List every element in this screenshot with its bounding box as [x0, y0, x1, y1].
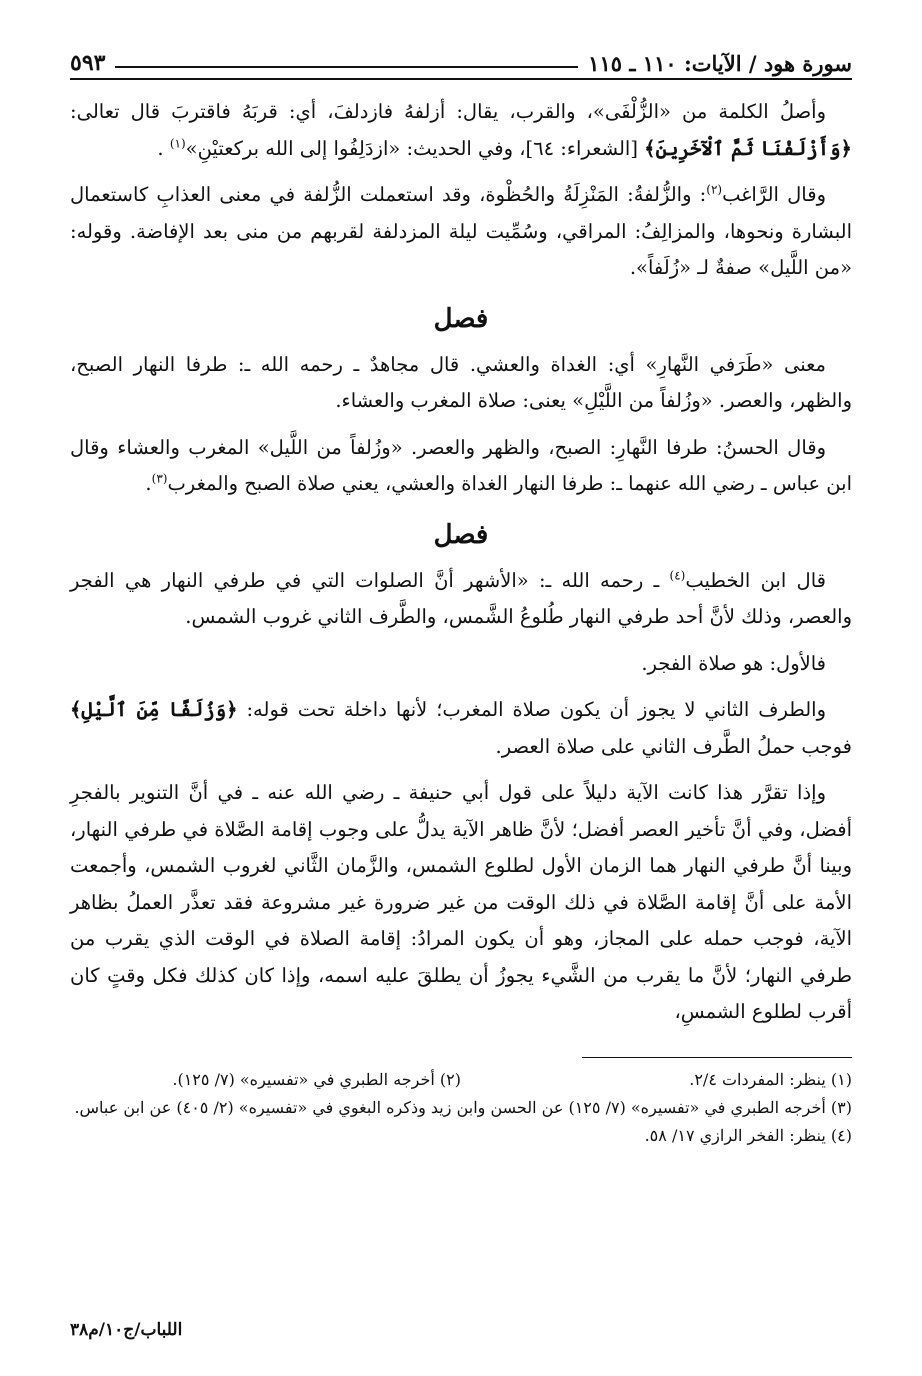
text-span: والطرف الثاني لا يجوز أن يكون صلاة المغرب؛ لأنها داخلة تحت قوله:: [237, 698, 826, 721]
footnote: (٢) أخرجه الطبري في «تفسيره» (٧/ ١٢٥).: [172, 1069, 461, 1089]
paragraph: [70, 430, 852, 503]
text-span: : والزُّلفةُ: المَنْزِلَةُ والحُظْوة، وقد استعملت الزُّلفة في معنى العذابِ كاستعمال البشارة ونحوها، والمزالِفُ: المراقي، وسُمِّيت ليلة المزدلفة لقربهم من منى بعد الإفاضة. وقوله: «من اللَّيل» صفةٌ لـ «زُلَفاً».: [70, 183, 852, 279]
footnote: (١) ينظر: المفردات ٢/٤.: [689, 1069, 852, 1089]
footnote-row: [70, 1066, 852, 1094]
paragraph: [70, 692, 852, 765]
footnote-ref: (٢): [706, 182, 723, 197]
text-span: [الشعراء: ٦٤]، وفي الحديث: «ازدَلِفُوا إلى الله بركعتيْنِ»: [185, 136, 645, 160]
text-span: فوجب حملُ الطَّرف الثاني على صلاة العصر.: [495, 734, 852, 758]
running-header: [70, 40, 852, 80]
header-rule: [115, 66, 578, 68]
paragraph: [70, 563, 852, 636]
footnotes: [70, 1066, 852, 1150]
paragraph: [70, 94, 852, 167]
paragraph: معنى «طَرَفي النَّهارِ» أي: الغداة والعشي. قال مجاهدٌ ـ رحمه الله ـ: طرفا النهار الصبح، والظهر، والعصر. «وزُلفاً من اللَّيْلِ» يعنى: صلاة المغرب والعشاء.: [70, 352, 852, 412]
section-heading: فصل: [433, 303, 489, 334]
footnote-ref: (٣): [151, 471, 168, 486]
surah-title: سورة هود / الآيات: ١١٠ ـ ١١٥: [588, 51, 852, 76]
page-signature: اللباب/ج١٠/م٣٨: [70, 1320, 183, 1340]
footnote-ref: (١): [169, 136, 186, 150]
page: [70, 40, 852, 1150]
paragraph: وإذا تقرَّر هذا كانت الآية دليلاً على قول أبي حنيفة ـ رضي الله عنه ـ في أنَّ التنوير بالفجرِ أفضل، وفي أنَّ تأخير العصر أفضل؛ لأنَّ ظاهر الآية يدلُّ على وجوب إقامة الصَّلاة في طرفي النهار، وبينا أنَّ طرفي النهار هما الزمان الأول لطلوع الشمس، والزَّمان الثَّاني لغروب الشمس، وأجمعت الأمة على أنَّ إقامة الصَّلاة في ذلك الوقت من غير ضرورة غير مشروعة فقد تعذَّر العملُ بظاهر الآية، فوجب حمله على المجاز، وهو أن يكون المرادُ: إقامة الصلاة في الوقت الذي يقرب من طرفي النهار؛ لأنَّ ما يقرب من الشَّيء يجوزُ أن يطلقَ عليه اسمه، وإذا كان كذلك فكل وقتٍ كان أقرب لطلوع الشمسِ،: [70, 781, 852, 1023]
footnote-separator: [582, 1057, 852, 1058]
text-span: ـ رحمه الله ـ: «الأشهر أنَّ الصلوات التي في طرفي النهار هي الفجر والعصر، وذلك لأنَّ أحد طرفي النهار طُلوعُ الشَّمس، والطَّرف الثاني غروب الشمس.: [70, 568, 852, 628]
quran-verse: ﴿وَزُلَفًا مِّنَ ٱلَّيْلِ﴾: [70, 698, 238, 721]
text-span: وقال الرَّاغب: [722, 183, 826, 206]
paragraph: فالأول: هو صلاة الفجر.: [641, 651, 826, 675]
text-span: .: [145, 472, 152, 495]
footnote: (٣) أخرجه الطبري في «تفسيره» (٧/ ١٢٥) عن الحسن وابن زيد وذكره البغوي في «تفسيره» (٢/ ٤٠٥) عن ابن عباس.: [74, 1097, 852, 1117]
footnote: (٤) ينظر: الفخر الرازي ١٧/ ٥٨.: [644, 1125, 852, 1145]
section-heading: فصل: [433, 519, 489, 550]
page-number: ٥٩٣: [70, 50, 106, 76]
quran-verse: ﴿وَأَزْلَفْنَا ثَمَّ ٱلْآخَرِينَ﴾: [644, 136, 852, 160]
text-span: وقال الحسنُ: طرفا النَّهارِ: الصبح، والظهر والعصر. «وزُلفاً من اللَّيل» المغرب والعشاء وقال ابن عباس ـ رضي الله عنهما ـ: طرفا النهار الغداة والعشي، يعني صلاة الصبح والمغرب: [70, 435, 852, 495]
paragraph: [70, 177, 852, 287]
footnote-ref: (٤): [669, 568, 686, 582]
text-span: .: [157, 136, 170, 160]
text-span: قال ابن الخطيب: [685, 568, 826, 592]
text-span: وأصلُ الكلمة من «الزُّلْفَى»، والقرب، يقال: أزلفهُ فازدلفَ، أي: قربَهُ فاقتربَ قال تعالى:: [70, 100, 826, 123]
main-text: [70, 94, 852, 1031]
